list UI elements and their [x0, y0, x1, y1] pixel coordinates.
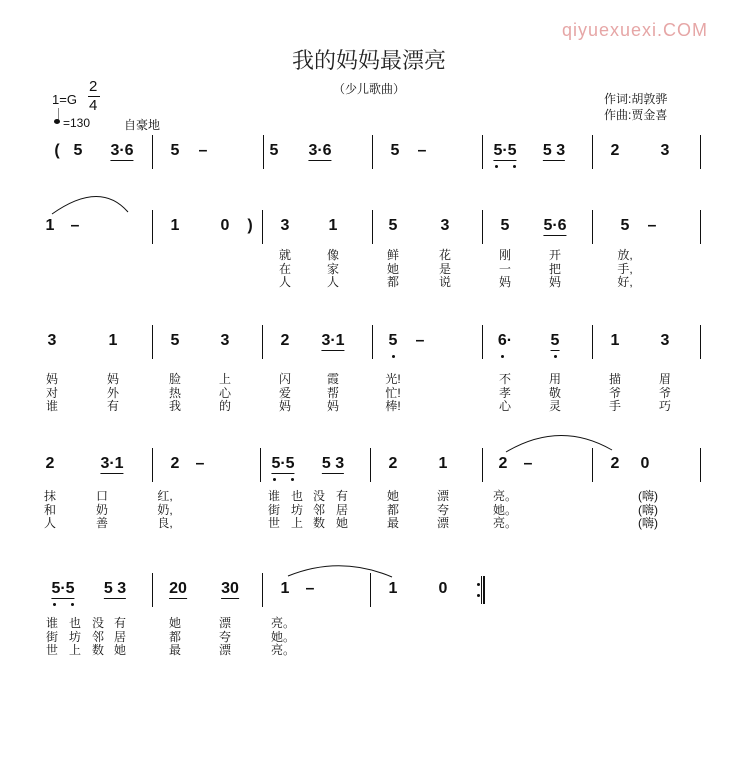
lyric-syllable: 邻 [91, 629, 105, 644]
lyricist-credit: 作词:胡敦骅 [604, 92, 668, 106]
repeat-dot [477, 583, 480, 586]
lyric-syllable: 是 [438, 261, 452, 276]
barline [372, 210, 373, 244]
slur [52, 196, 128, 214]
barline [700, 448, 701, 482]
lyric-syllable: 上 [290, 516, 304, 530]
lyric-syllable: 灵 [548, 399, 562, 413]
barline [152, 573, 153, 607]
note: 5 [269, 142, 279, 159]
lyric-syllable: 描 [608, 372, 622, 386]
note: 3·6 [308, 142, 332, 159]
note: 2 [170, 455, 180, 472]
lyric-syllable: 爷 [658, 385, 672, 400]
lyric-syllable: 用 [548, 372, 562, 386]
dash-extension: – [417, 142, 427, 159]
note: 5 [170, 332, 180, 349]
note: 0 [220, 217, 230, 234]
note: 1 [170, 217, 180, 234]
note: 5·5 [493, 142, 517, 159]
lyric-syllable: 她 [386, 489, 400, 503]
lyric-syllable: 我 [168, 399, 182, 413]
lyric-syllable: 漂 [436, 489, 450, 503]
lyric-syllable: 像 [326, 248, 340, 262]
barline [262, 325, 263, 359]
barline [481, 576, 482, 604]
lyric-syllable: 把 [548, 261, 562, 276]
lyric-syllable: 夸 [218, 629, 232, 644]
lyric-syllable: 不 [498, 372, 512, 386]
note: 0 [438, 580, 448, 597]
lyric-syllable: 热 [168, 385, 182, 400]
slur [288, 566, 392, 577]
note: 3 [220, 332, 230, 349]
lyric-syllable: 眉 [658, 372, 672, 386]
lyric-syllable: 漂 [218, 616, 232, 630]
time-signature-top: 2 [89, 78, 98, 95]
lyric-syllable: 妈 [548, 275, 562, 289]
dash-extension: – [647, 217, 657, 234]
lyric-syllable: 善 [95, 516, 109, 530]
note: 5 [388, 332, 398, 349]
barline [592, 448, 593, 482]
lyric-syllable: 谁 [267, 489, 281, 503]
barline [152, 135, 153, 169]
lyric-syllable: 有 [113, 616, 127, 630]
lyric-syllable: 她。 [492, 502, 518, 517]
lyric-syllable: 谁 [45, 399, 59, 413]
lyric-syllable: 闪 [278, 372, 292, 386]
lyric-syllable: 亮。 [492, 516, 518, 530]
barline [152, 448, 153, 482]
lyric-syllable: 妈 [498, 275, 512, 289]
lyric-syllable: 对 [45, 385, 59, 400]
barline [592, 210, 593, 244]
note: 5 [390, 142, 400, 159]
lyric-syllable: 居 [113, 629, 127, 644]
barline [263, 135, 264, 169]
lyric-syllable: 街 [267, 502, 281, 517]
lyric-syllable: 手, [617, 261, 633, 276]
key-signature: 1=G [52, 92, 77, 107]
barline [372, 135, 373, 169]
lyric-syllable: 妈 [278, 399, 292, 413]
lyric-syllable: 人 [43, 516, 57, 530]
expression-marking: 自豪地 [124, 118, 161, 132]
lyric-syllable: 心 [218, 385, 232, 400]
lyric-syllable: 霞 [326, 372, 340, 386]
lyric-syllable: 的 [218, 399, 232, 413]
barline [700, 135, 701, 169]
lyric-syllable: 心 [498, 399, 512, 413]
lyric-syllable: 抹 [43, 489, 57, 503]
lyric-syllable: 居 [335, 502, 349, 517]
lyric-syllable: 忙! [385, 385, 401, 400]
barline [700, 325, 701, 359]
note: 2 [45, 455, 55, 472]
low-octave-dot [513, 165, 516, 168]
lyric-syllable: 妈 [45, 372, 59, 386]
note: 5·6 [543, 217, 567, 234]
lyric-syllable: 家 [326, 261, 340, 276]
note: 3·1 [100, 455, 124, 472]
note: 5 3 [542, 142, 566, 159]
lyric-syllable: 亮。 [492, 489, 518, 503]
lyric-syllable: 她。 [270, 629, 296, 644]
note: 3 [47, 332, 57, 349]
lyric-syllable: 爱 [278, 385, 292, 400]
note: 30 [221, 580, 239, 597]
note: 2 [610, 142, 620, 159]
lyric-syllable: (嗨) [638, 516, 658, 530]
lyric-syllable: 脸 [168, 372, 182, 386]
lyric-syllable: 上 [68, 643, 82, 657]
lyric-syllable: 亮。 [270, 643, 296, 657]
lyric-syllable: 世 [267, 516, 281, 530]
tempo-marking: =130 [63, 116, 91, 130]
lyric-syllable: 没 [91, 616, 105, 630]
note: 5 3 [321, 455, 345, 472]
lyric-syllable: 漂 [436, 516, 450, 530]
lyric-syllable: 她 [168, 616, 182, 630]
note: 20 [169, 580, 187, 597]
lyric-syllable: 漂 [218, 643, 232, 657]
lyric-syllable: 夸 [436, 502, 450, 517]
lyric-syllable: 上 [218, 372, 232, 386]
note: 5·5 [51, 580, 75, 597]
note: 2 [388, 455, 398, 472]
note: 1 [45, 217, 55, 234]
lyric-syllable: 刚 [498, 248, 512, 262]
low-octave-dot [495, 165, 498, 168]
note: ) [247, 217, 253, 234]
note: 3·6 [110, 142, 134, 159]
note: 3 [280, 217, 290, 234]
lyric-syllable: 奶, [157, 502, 173, 517]
lyric-syllable: 孝 [498, 385, 512, 400]
lyric-syllable: 坊 [68, 629, 82, 644]
barline [262, 573, 263, 607]
lyric-syllable: (嗨) [638, 502, 658, 517]
note: 1 [438, 455, 448, 472]
watermark: qiyuexuexi.COM [561, 20, 708, 40]
lyric-syllable: 花 [438, 248, 452, 262]
lyric-syllable: 帮 [326, 385, 340, 400]
low-octave-dot [53, 603, 56, 606]
lyric-syllable: 爷 [608, 385, 622, 400]
note: ( [54, 142, 60, 159]
barline [592, 325, 593, 359]
note: 3 [440, 217, 450, 234]
lyric-syllable: 外 [106, 385, 120, 400]
lyric-syllable: 妈 [326, 399, 340, 413]
lyric-syllable: 人 [326, 275, 340, 289]
low-octave-dot [554, 355, 557, 358]
note: 1 [108, 332, 118, 349]
barline [482, 135, 483, 169]
lyric-syllable: 一 [498, 261, 512, 276]
barline [482, 210, 483, 244]
note: 3 [660, 332, 670, 349]
lyric-syllable: 都 [168, 629, 182, 644]
note: 1 [280, 580, 290, 597]
lyric-syllable: 巧 [658, 399, 672, 413]
note: 5 3 [103, 580, 127, 597]
dash-extension: – [415, 332, 425, 349]
note: 3·1 [321, 332, 345, 349]
lyric-syllable: 光! [385, 372, 401, 386]
lyric-syllable: 都 [386, 275, 400, 289]
barline [370, 573, 371, 607]
lyric-syllable: 也 [68, 616, 82, 630]
lyric-syllable: 奶 [95, 502, 109, 517]
lyric-syllable: 谁 [45, 616, 59, 630]
dash-extension: – [198, 142, 208, 159]
slur [506, 435, 612, 452]
lyric-syllable: 街 [45, 629, 59, 644]
note: 5 [170, 142, 180, 159]
low-octave-dot [291, 478, 294, 481]
note: 5·5 [271, 455, 295, 472]
barline [592, 135, 593, 169]
barline [482, 325, 483, 359]
low-octave-dot [501, 355, 504, 358]
lyric-syllable: 好, [617, 275, 633, 289]
note: 5 [73, 142, 83, 159]
barline [370, 448, 371, 482]
lyric-syllable: 就 [278, 248, 292, 262]
note: 1 [610, 332, 620, 349]
barline [152, 325, 153, 359]
lyric-syllable: 数 [91, 643, 105, 657]
note: 6· [497, 332, 513, 349]
lyric-syllable: 放, [617, 248, 633, 262]
barline [260, 448, 261, 482]
lyric-syllable: 人 [278, 275, 292, 289]
low-octave-dot [392, 355, 395, 358]
lyric-syllable: (嗨) [638, 489, 658, 503]
lyric-syllable: 亮。 [270, 616, 296, 630]
lyric-syllable: 鲜 [386, 248, 400, 262]
note: 2 [610, 455, 620, 472]
lyric-syllable: 没 [312, 489, 326, 503]
barline [482, 448, 483, 482]
lyric-syllable: 邻 [312, 502, 326, 517]
lyric-syllable: 良, [157, 516, 173, 530]
note: 2 [498, 455, 508, 472]
repeat-dot [477, 594, 480, 597]
dash-extension: – [523, 455, 533, 472]
lyric-syllable: 都 [386, 502, 400, 517]
barline [262, 210, 263, 244]
lyric-syllable: 和 [43, 502, 57, 517]
dash-extension: – [70, 217, 80, 234]
lyric-syllable: 口 [95, 489, 109, 503]
note: 5 [620, 217, 630, 234]
lyric-syllable: 手 [608, 399, 622, 413]
lyric-syllable: 世 [45, 643, 59, 657]
song-title: 我的妈妈最漂亮 [291, 49, 446, 74]
note: 3 [660, 142, 670, 159]
lyric-syllable: 红, [157, 489, 173, 503]
note: 5 [388, 217, 398, 234]
lyric-syllable: 她 [335, 516, 349, 530]
barline [372, 325, 373, 359]
song-subtitle: （少儿歌曲） [332, 82, 405, 96]
lyric-syllable: 数 [312, 516, 326, 530]
lyric-syllable: 敬 [548, 385, 562, 400]
note: 1 [328, 217, 338, 234]
composer-credit: 作曲:贾金喜 [604, 108, 668, 122]
low-octave-dot [273, 478, 276, 481]
dash-extension: – [195, 455, 205, 472]
lyric-syllable: 最 [386, 516, 400, 530]
dash-extension: – [305, 580, 315, 597]
lyric-syllable: 她 [386, 261, 400, 276]
barline [700, 210, 701, 244]
lyric-syllable: 棒! [385, 399, 401, 413]
time-signature-bottom: 4 [89, 97, 98, 114]
note: 2 [280, 332, 290, 349]
lyric-syllable: 说 [438, 275, 452, 289]
lyric-syllable: 也 [290, 489, 304, 503]
lyric-syllable: 有 [106, 399, 120, 413]
lyric-syllable: 有 [335, 489, 349, 503]
lyric-syllable: 在 [278, 261, 292, 276]
final-barline [483, 576, 485, 604]
note: 0 [640, 455, 650, 472]
note: 5 [550, 332, 560, 349]
lyric-syllable: 妈 [106, 372, 120, 386]
lyric-syllable: 坊 [290, 502, 304, 517]
lyric-syllable: 她 [113, 643, 127, 657]
lyric-syllable: 最 [168, 643, 182, 657]
lyric-syllable: 开 [548, 248, 562, 262]
note: 1 [388, 580, 398, 597]
low-octave-dot [71, 603, 74, 606]
barline [152, 210, 153, 244]
note: 5 [500, 217, 510, 234]
